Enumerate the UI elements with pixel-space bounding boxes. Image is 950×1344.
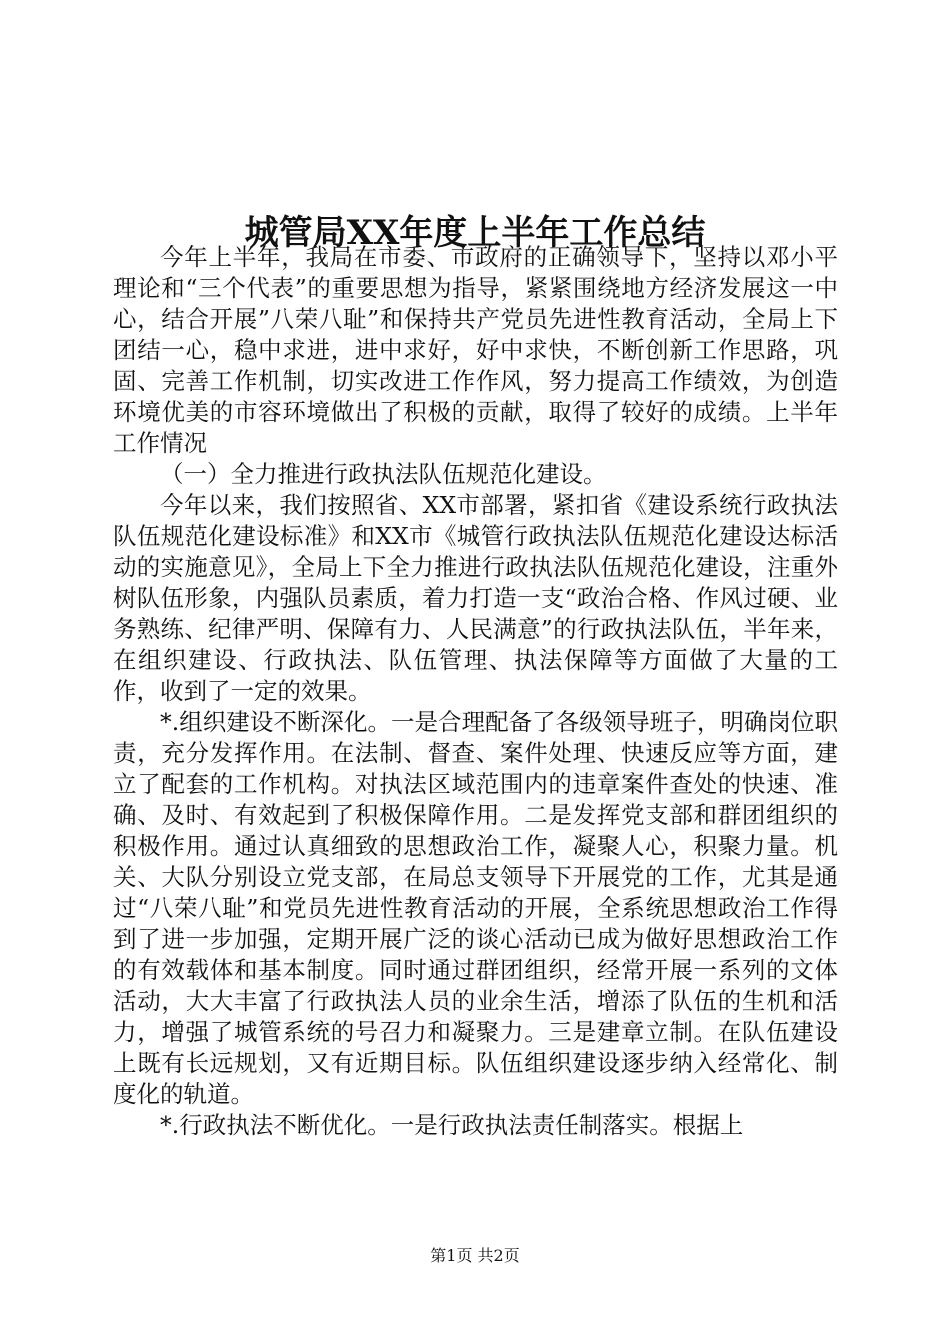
paragraph-organization: *.组织建设不断深化。一是合理配备了各级领导班子，明确岗位职责，充分发挥作用。在法制、督查、案件处理、快速反应等方面，建立了配套的工作机构。对执法区域范围内的违章案件查处的快速、准确、及时、有效起到了积极保障作用。二是发挥党支部和群团组织的积极作用。通过认真细致的思想政治工作，凝聚人心，积聚力量。机关、大队分别设立党支部，在局总支领导下开展党的工作，尤其是通过“八荣八耻”和党员先进性教育活动的开展，全系统思想政治工作得到了进一步加强，定期开展广泛的谈心活动已成为做好思想政治工作的有效载体和基本制度。同时通过群团组织，经常开展一系列的文体活动，大大丰富了行政执法人员的业余生活，增添了队伍的生机和活力，增强了城管系统的号召力和凝聚力。三是建章立制。在队伍建设上既有长远规划，又有近期目标。队伍组织建设逐步纳入经常化、制度化的轨道。	[113, 708, 838, 1108]
paragraph-enforcement: *.行政执法不断优化。一是行政执法责任制落实。根据上	[160, 1111, 744, 1139]
paragraph-intro: 今年上半年，我局在市委、市政府的正确领导下，坚持以邓小平理论和“三个代表”的重要思想为指导，紧紧围绕地方经济发展这一中心，结合开展”八荣八耻”和保持共产党员先进性教育活动，全局上下团结一心，稳中求进，进中求好，好中求快，不断创新工作思路，巩固、完善工作机制，切实改进工作作风，努力提高工作绩效，为创造环境优美的市容环境做出了积极的贡献，取得了较好的成绩。上半年工作情况	[113, 243, 838, 457]
paragraph-section-heading: （一）全力推进行政执法队伍规范化建设。	[160, 460, 607, 488]
paragraph-standardization: 今年以来，我们按照省、XX市部署，紧扣省《建设系统行政执法队伍规范化建设标准》和XX市《城管行政执法队伍规范化建设达标活动的实施意见》，全局上下全力推进行政执法队伍规范化建设，注重外树队伍形象，内强队员素质，着力打造一支“政治合格、作风过硬、业务熟练、纪律严明、保障有力、人民满意”的行政执法队伍，半年来，在组织建设、行政执法、队伍管理、执法保障等方面做了大量的工作，收到了一定的效果。	[113, 491, 838, 705]
page-number-footer: 第1页 共2页	[430, 1246, 520, 1265]
document-title: 城管局XX年度上半年工作总结	[244, 212, 706, 253]
document-body	[113, 242, 838, 1141]
